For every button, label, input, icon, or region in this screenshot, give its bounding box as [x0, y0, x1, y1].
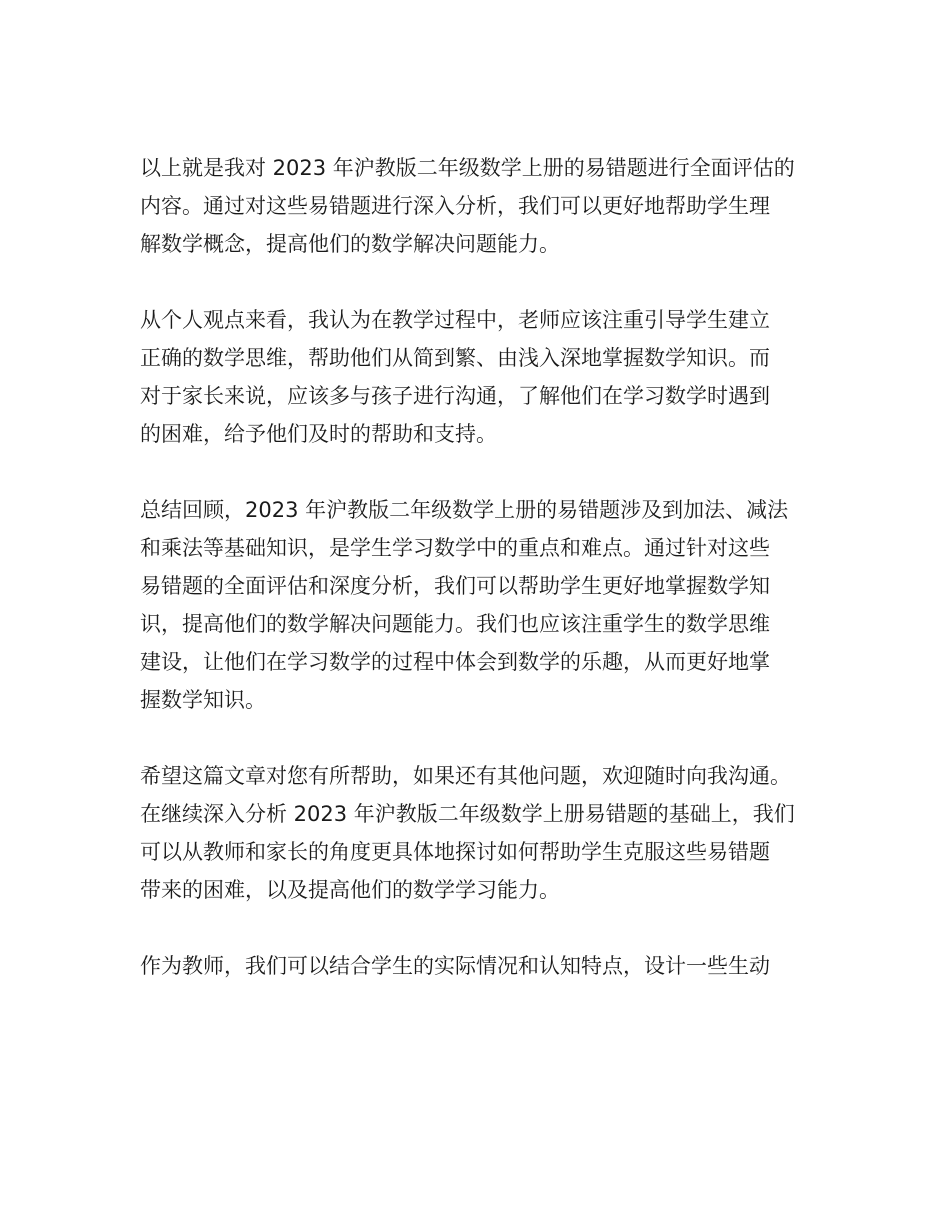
document-body [140, 149, 830, 1023]
paragraph-teacher-role [140, 947, 830, 985]
text-line: 作为教师，我们可以结合学生的实际情况和认知特点，设计一些生动 [140, 954, 770, 978]
paragraph-evaluation-summary [140, 149, 830, 263]
text-line: 带来的困难，以及提高他们的数学学习能力。 [140, 878, 560, 902]
text-line: 识，提高他们的数学解决问题能力。我们也应该注重学生的数学思维 [140, 612, 770, 636]
text-line: 在继续深入分析 2023 年沪教版二年级数学上册易错题的基础上，我们 [140, 802, 795, 826]
paragraph-personal-view [140, 301, 830, 453]
text-line: 总结回顾，2023 年沪教版二年级数学上册的易错题涉及到加法、减法 [140, 498, 789, 522]
text-line: 建设，让他们在学习数学的过程中体会到数学的乐趣，从而更好地掌 [140, 650, 770, 674]
text-line: 可以从教师和家长的角度更具体地探讨如何帮助学生克服这些易错题 [140, 840, 770, 864]
paragraph-further-analysis [140, 757, 830, 909]
text-line: 以上就是我对 2023 年沪教版二年级数学上册的易错题进行全面评估的 [140, 156, 795, 180]
text-line: 握数学知识。 [140, 688, 266, 712]
paragraph-review [140, 491, 830, 719]
text-line: 内容。通过对这些易错题进行深入分析，我们可以更好地帮助学生理 [140, 194, 770, 218]
text-line: 的困难，给予他们及时的帮助和支持。 [140, 422, 497, 446]
text-line: 易错题的全面评估和深度分析，我们可以帮助学生更好地掌握数学知 [140, 574, 770, 598]
text-line: 和乘法等基础知识，是学生学习数学中的重点和难点。通过针对这些 [140, 536, 770, 560]
text-line: 从个人观点来看，我认为在教学过程中，老师应该注重引导学生建立 [140, 308, 770, 332]
text-line: 对于家长来说，应该多与孩子进行沟通，了解他们在学习数学时遇到 [140, 384, 770, 408]
text-line: 希望这篇文章对您有所帮助，如果还有其他问题，欢迎随时向我沟通。 [140, 764, 791, 788]
text-line: 解数学概念，提高他们的数学解决问题能力。 [140, 232, 560, 256]
text-line: 正确的数学思维，帮助他们从简到繁、由浅入深地掌握数学知识。而 [140, 346, 770, 370]
